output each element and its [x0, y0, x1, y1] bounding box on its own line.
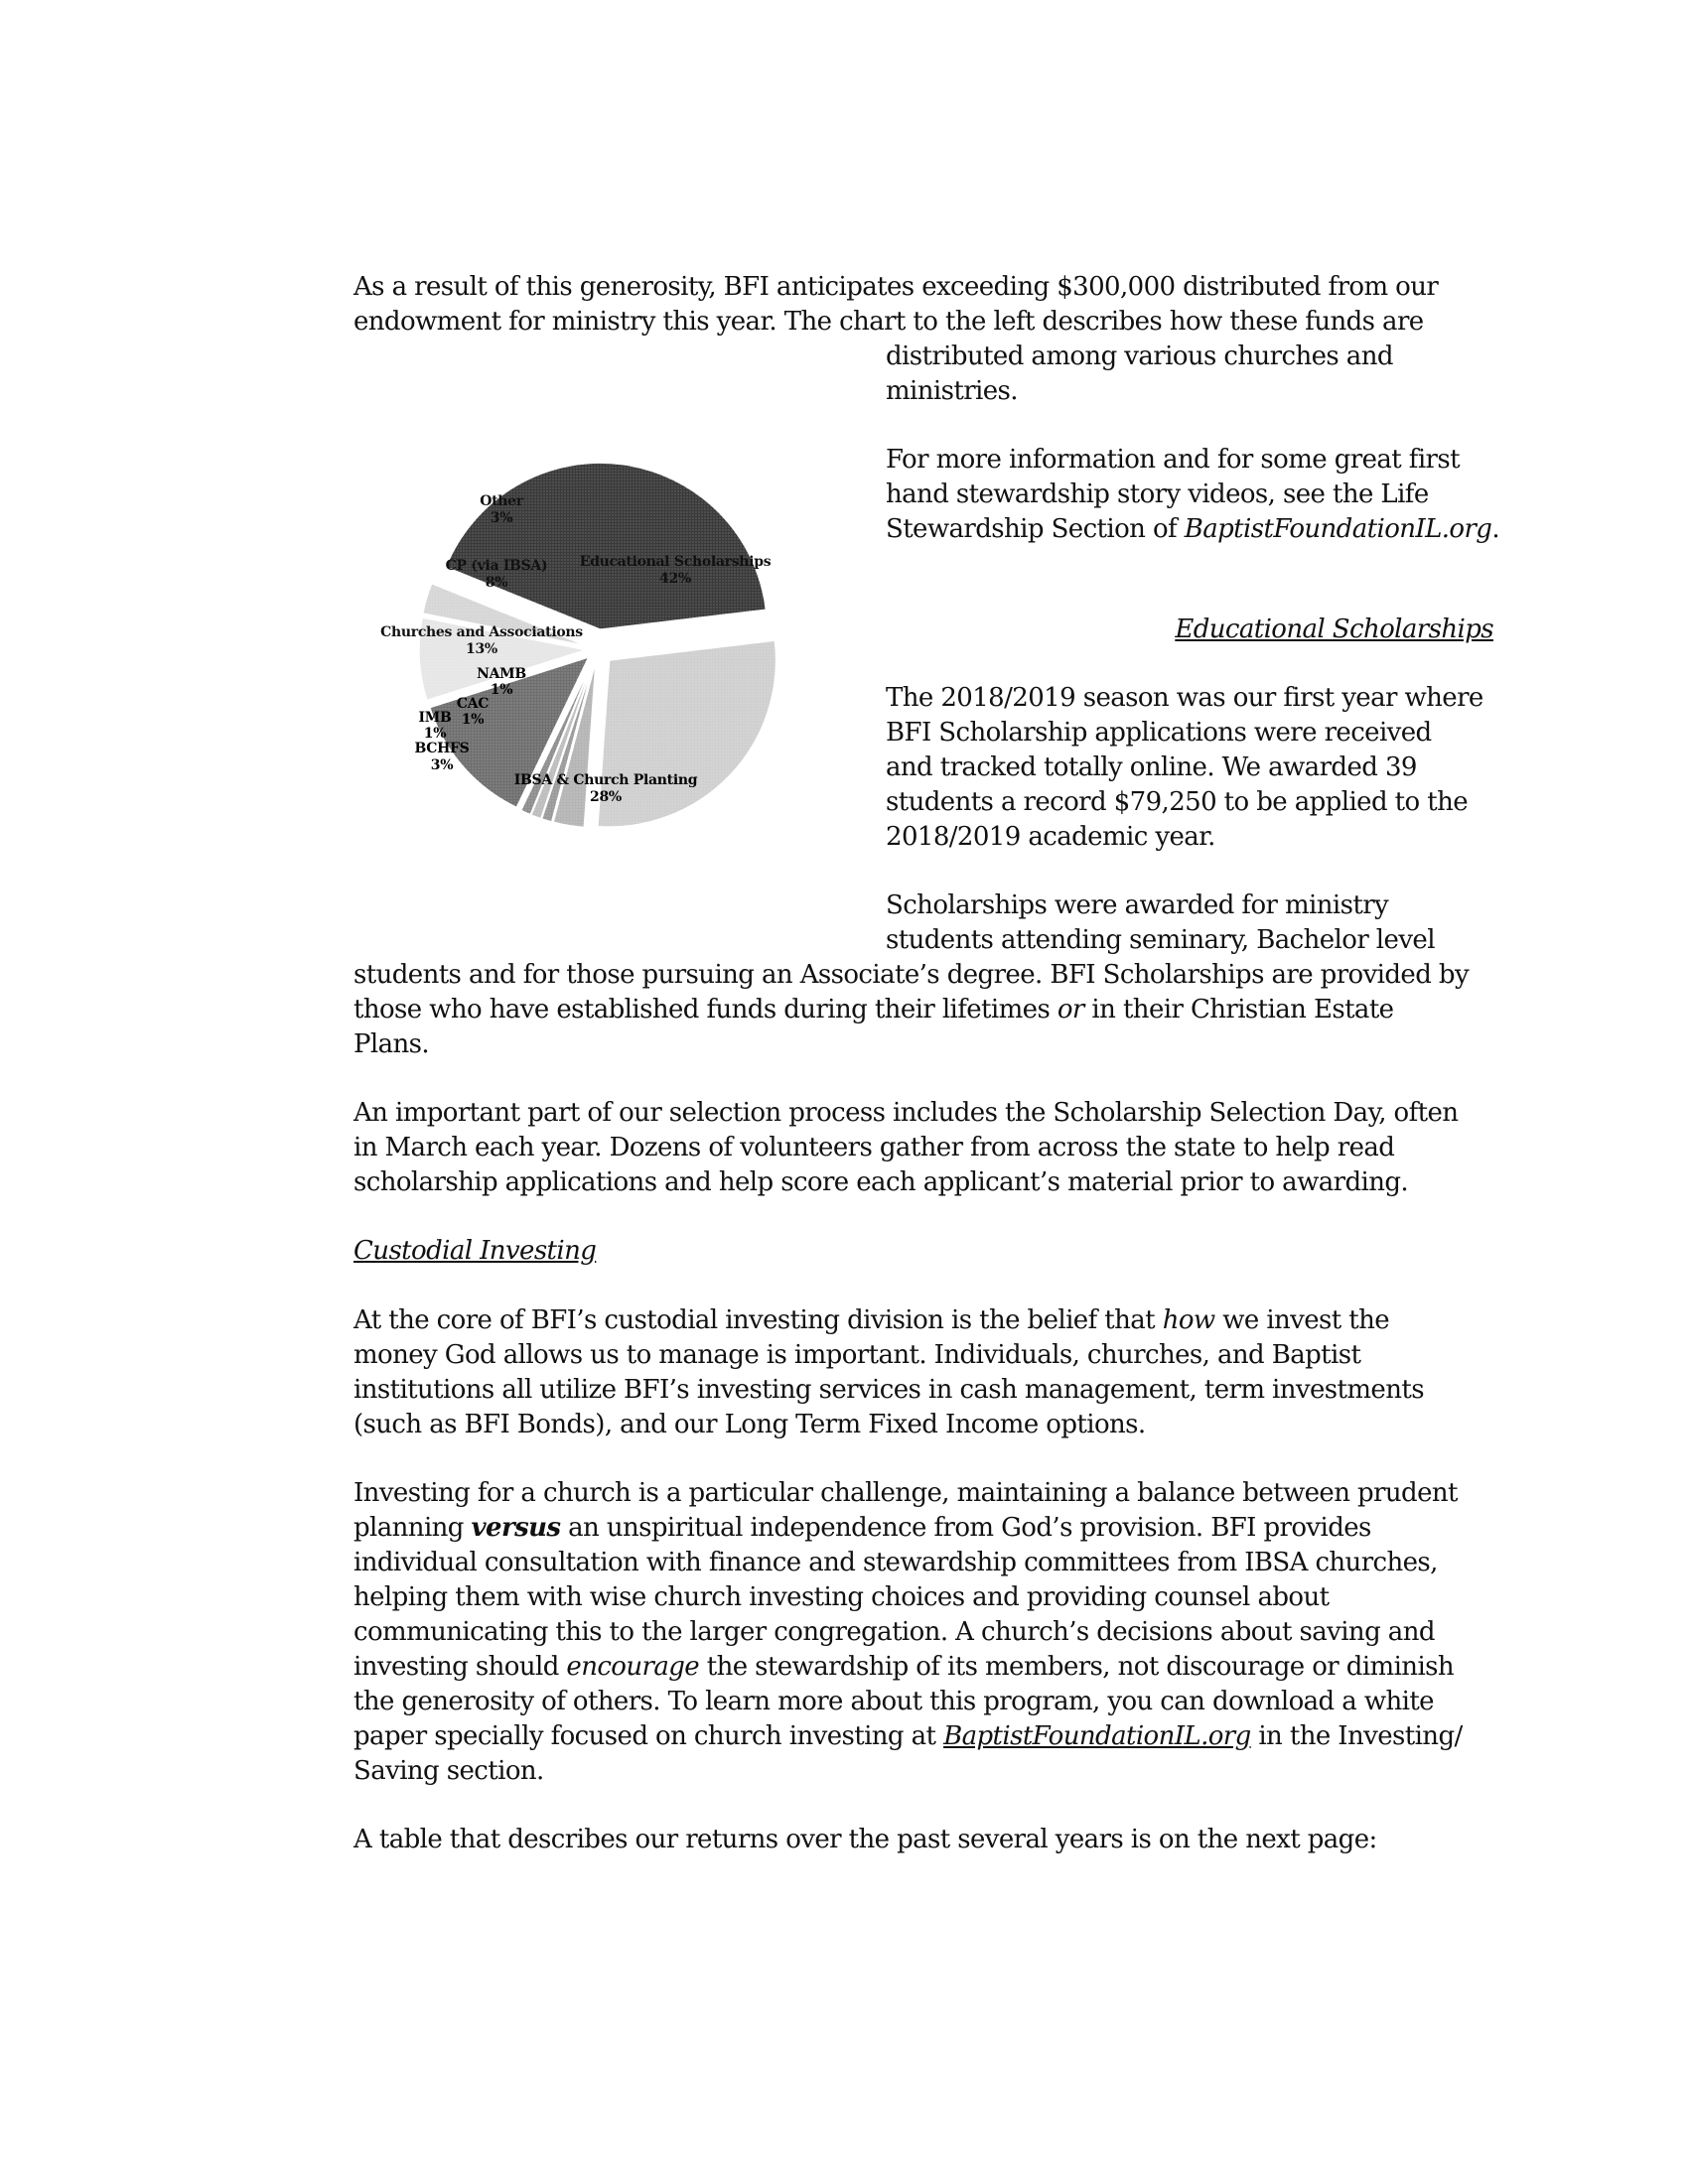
- para6-line1: [353, 1303, 1389, 1338]
- para6-line1-start: At the core of BFI’s custodial investing division is the belief that: [353, 1305, 1163, 1335]
- slice-value-ibsa-church-planting: 28%: [590, 789, 622, 805]
- para6-line3: institutions all utilize BFI’s investing services in cash management, term investments: [353, 1375, 1424, 1405]
- slice-value-other: 3%: [490, 510, 513, 526]
- para7-line2-start: planning: [353, 1513, 472, 1543]
- para3-line5: 2018/2019 academic year.: [886, 822, 1215, 852]
- slice-value-cp-via-ibsa: 8%: [485, 575, 508, 591]
- para2-line1: For more information and for some great first: [886, 445, 1460, 475]
- para5-line3: scholarship applications and help score each applicant’s material prior to awarding.: [353, 1167, 1409, 1197]
- scholarships-heading: Educational Scholarships: [1175, 614, 1493, 644]
- website-reference: BaptistFoundationIL.org: [1184, 514, 1492, 544]
- slice-label-ibsa-church-planting: IBSA & Church Planting: [513, 772, 698, 788]
- para3-line2: BFI Scholarship applications were received: [886, 718, 1432, 748]
- para4-line5: Plans.: [353, 1029, 430, 1059]
- para7-line6-start: investing should: [353, 1652, 567, 1682]
- para4-line1: Scholarships were awarded for ministry: [886, 890, 1389, 920]
- para6-line1-end: we invest the: [1214, 1305, 1390, 1335]
- para7-line6-end: the stewardship of its members, not discourage or diminish: [699, 1652, 1455, 1682]
- para6-line1-emphasis: how: [1162, 1305, 1215, 1335]
- para7-line2: [353, 1511, 1371, 1546]
- para4-line4-end: in their Christian Estate: [1083, 995, 1394, 1024]
- slice-label-imb: IMB: [418, 710, 452, 726]
- slice-label-churches-associations: Churches and Associations: [380, 624, 583, 640]
- slice-value-cac: 1%: [461, 712, 485, 728]
- para7-line5: communicating this to the larger congregation. A church’s decisions about saving and: [353, 1617, 1435, 1647]
- para1-line4: ministries.: [886, 376, 1018, 406]
- website-link[interactable]: BaptistFoundationIL.org: [943, 1721, 1251, 1751]
- para7-line7: the generosity of others. To learn more about this program, you can download a white: [353, 1687, 1434, 1716]
- para2-line2: hand stewardship story videos, see the Life: [886, 479, 1429, 509]
- para7-line9: Saving section.: [353, 1756, 544, 1786]
- slice-label-cp-via-ibsa: CP (via IBSA): [445, 558, 548, 574]
- slice-label-cac: CAC: [456, 696, 490, 712]
- para5-line2: in March each year. Dozens of volunteers gather from across the state to help read: [353, 1133, 1395, 1162]
- slice-value-churches-associations: 13%: [466, 641, 497, 657]
- para7-line2-emphasis: versus: [471, 1513, 561, 1543]
- para7-line4: helping them with wise church investing choices and providing counsel about: [353, 1582, 1330, 1612]
- slice-value-imb: 1%: [423, 726, 447, 742]
- para4-line4-start: those who have established funds during their lifetimes: [353, 995, 1058, 1024]
- para3-line1: The 2018/2019 season was our first year where: [886, 683, 1483, 713]
- para7-line8: [353, 1719, 1463, 1754]
- slice-value-educational-scholarships: 42%: [659, 571, 691, 587]
- para4-line4-emphasis: or: [1057, 995, 1084, 1024]
- para6-line4: (such as BFI Bonds), and our Long Term Fixed Income options.: [353, 1410, 1146, 1439]
- slice-label-bchfs: BCHFS: [414, 741, 470, 756]
- slice-value-namb: 1%: [490, 682, 513, 698]
- para7-line8-end: in the Investing/: [1250, 1721, 1463, 1751]
- para7-line8-start: paper specially focused on church investing at: [353, 1721, 944, 1751]
- para8: A table that describes our returns over the past several years is on the next page:: [353, 1825, 1377, 1854]
- custodial-heading: Custodial Investing: [353, 1236, 597, 1266]
- para4-line3: students and for those pursuing an Associate’s degree. BFI Scholarships are provided by: [353, 960, 1470, 990]
- slice-label-namb: NAMB: [477, 666, 526, 682]
- para7-line2-end: an unspiritual independence from God’s provision. BFI provides: [560, 1513, 1371, 1543]
- para2-line3: [886, 512, 1499, 547]
- para5-line1: An important part of our selection process includes the Scholarship Selection Day, often: [353, 1098, 1459, 1128]
- slice-label-educational-scholarships: Educational Scholarships: [579, 554, 772, 570]
- para7-line6: [353, 1650, 1454, 1685]
- pie-slice-educational-scholarships: [446, 463, 767, 629]
- para4-line4: [353, 993, 1393, 1027]
- para6-line2: money God allows us to manage is important. Individuals, churches, and Baptist: [353, 1340, 1361, 1370]
- para3-line4: students a record $79,250 to be applied to the: [886, 787, 1469, 817]
- para2-line3-text: Stewardship Section of: [886, 514, 1185, 544]
- para1-line3: distributed among various churches and: [886, 341, 1393, 371]
- para7-line1: Investing for a church is a particular challenge, maintaining a balance between prudent: [353, 1478, 1458, 1508]
- distribution-pie-chart: [367, 437, 814, 864]
- para7-line3: individual consultation with finance and stewardship committees from IBSA churches,: [353, 1548, 1438, 1577]
- para3-line3: and tracked totally online. We awarded 39: [886, 752, 1417, 782]
- slice-value-bchfs: 3%: [430, 757, 454, 773]
- para4-line2: students attending seminary, Bachelor level: [886, 925, 1435, 955]
- para7-line6-emphasis: encourage: [566, 1652, 700, 1682]
- slice-label-other: Other: [480, 493, 523, 509]
- pie-slice-ibsa-church-planting: [598, 640, 776, 827]
- para2-line3-end: .: [1491, 514, 1499, 544]
- para1-line1: As a result of this generosity, BFI anticipates exceeding $300,000 distributed from our: [353, 272, 1439, 302]
- para1-line2: endowment for ministry this year. The chart to the left describes how these funds are: [353, 307, 1424, 337]
